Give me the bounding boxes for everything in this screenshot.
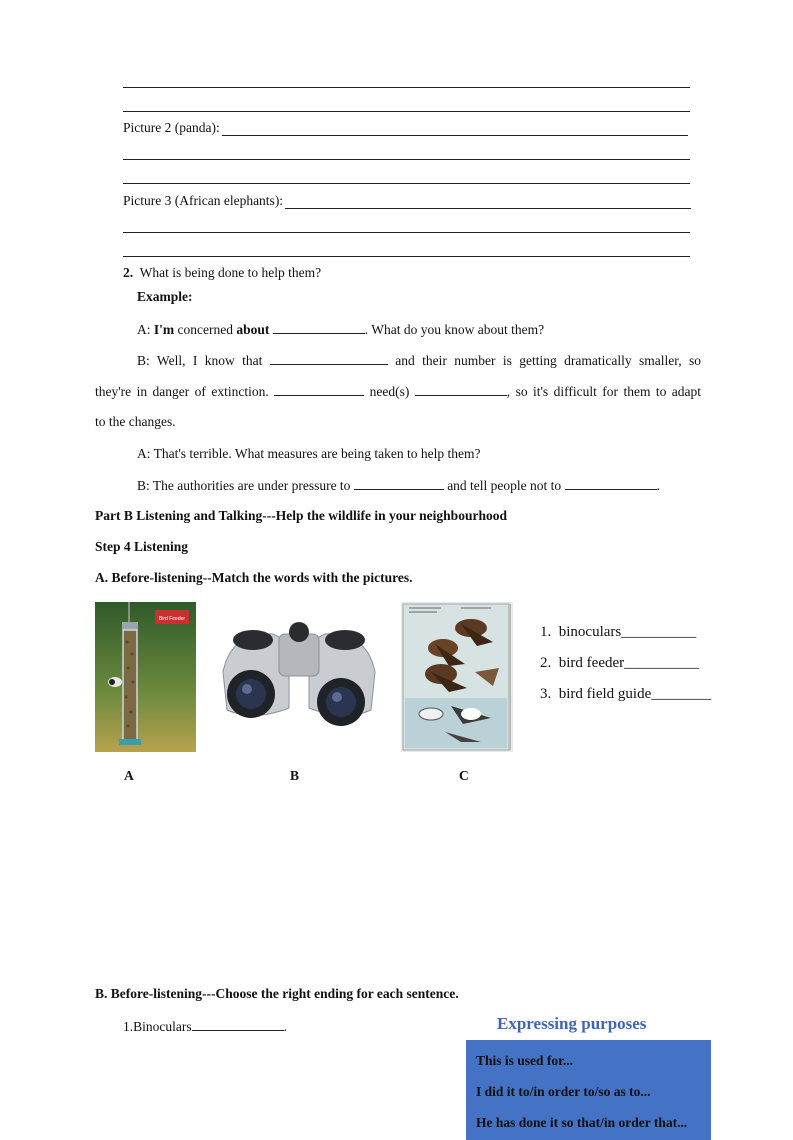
part-b-title: Part B Listening and Talking---Help the wildlife in your neighbourhood [95,508,507,523]
question-number: 2. [123,265,134,280]
picture-letter-b: B [290,768,300,783]
match-blank[interactable]: __________ [621,624,697,640]
match-blank[interactable]: __________ [624,655,700,671]
fill-blank[interactable] [354,477,444,490]
bird-feeder-icon [95,602,196,752]
answer-line[interactable] [123,256,690,257]
answer-line[interactable] [123,183,690,184]
task-b-title: B. Before-listening---Choose the right ending for each sentence. [95,986,459,1001]
fill-blank[interactable] [192,1018,284,1031]
fill-blank[interactable] [415,383,507,396]
match-item: 1. binoculars__________ [540,624,697,640]
bird-field-guide-icon [401,602,513,752]
answer-line[interactable] [123,159,690,160]
answer-line[interactable] [123,232,690,233]
dialogue-b1-line2: they're in danger of extinction. need(s) , so it's difficult for them to adapt [95,384,702,399]
fill-blank[interactable] [274,383,364,396]
dialogue-b1-line1: B: Well, I know that and their number is getting dramatically smaller, so [137,353,702,368]
match-item: 3. bird field guide________ [540,686,712,702]
fill-blank[interactable] [565,477,657,490]
dialogue-a1: A: I'm concerned about . What do you know about them? [137,322,545,337]
expression-line: He has done it so that/in order that... [476,1115,688,1130]
picture-3-label: Picture 3 (African elephants): [123,193,284,208]
expressing-purposes-box [466,1040,711,1140]
answer-line[interactable] [123,111,690,112]
match-item: 2. bird feeder__________ [540,655,700,671]
answer-line[interactable] [123,87,690,88]
expression-line: I did it to/in order to/so as to... [476,1084,651,1099]
binoculars-icon [213,612,385,734]
picture-letter-a: A [124,768,134,783]
step-4-title: Step 4 Listening [95,539,189,554]
match-blank[interactable]: ________ [651,686,712,702]
fill-blank[interactable] [270,352,388,365]
dialogue-a2: A: That's terrible. What measures are being taken to help them? [137,446,481,461]
dialogue-b2: B: The authorities are under pressure to and tell people not to . [137,478,660,493]
picture-2-label: Picture 2 (panda): [123,120,220,135]
dialogue-b1-line3: to the changes. [95,414,176,429]
fill-blank[interactable] [273,321,365,334]
feeder-tag-text: Bird Feeder [158,616,186,622]
expressing-purposes-title: Expressing purposes [497,1014,647,1033]
task-b-item-1: 1.Binoculars . [123,1019,287,1034]
question-2 [123,265,321,281]
example-label: Example: [137,289,193,304]
picture-letter-c: C [459,768,469,783]
task-a-title: A. Before-listening--Match the words with the pictures. [95,570,413,585]
question-text: What is being done to help them? [139,265,322,280]
expression-line: This is used for... [476,1053,574,1068]
